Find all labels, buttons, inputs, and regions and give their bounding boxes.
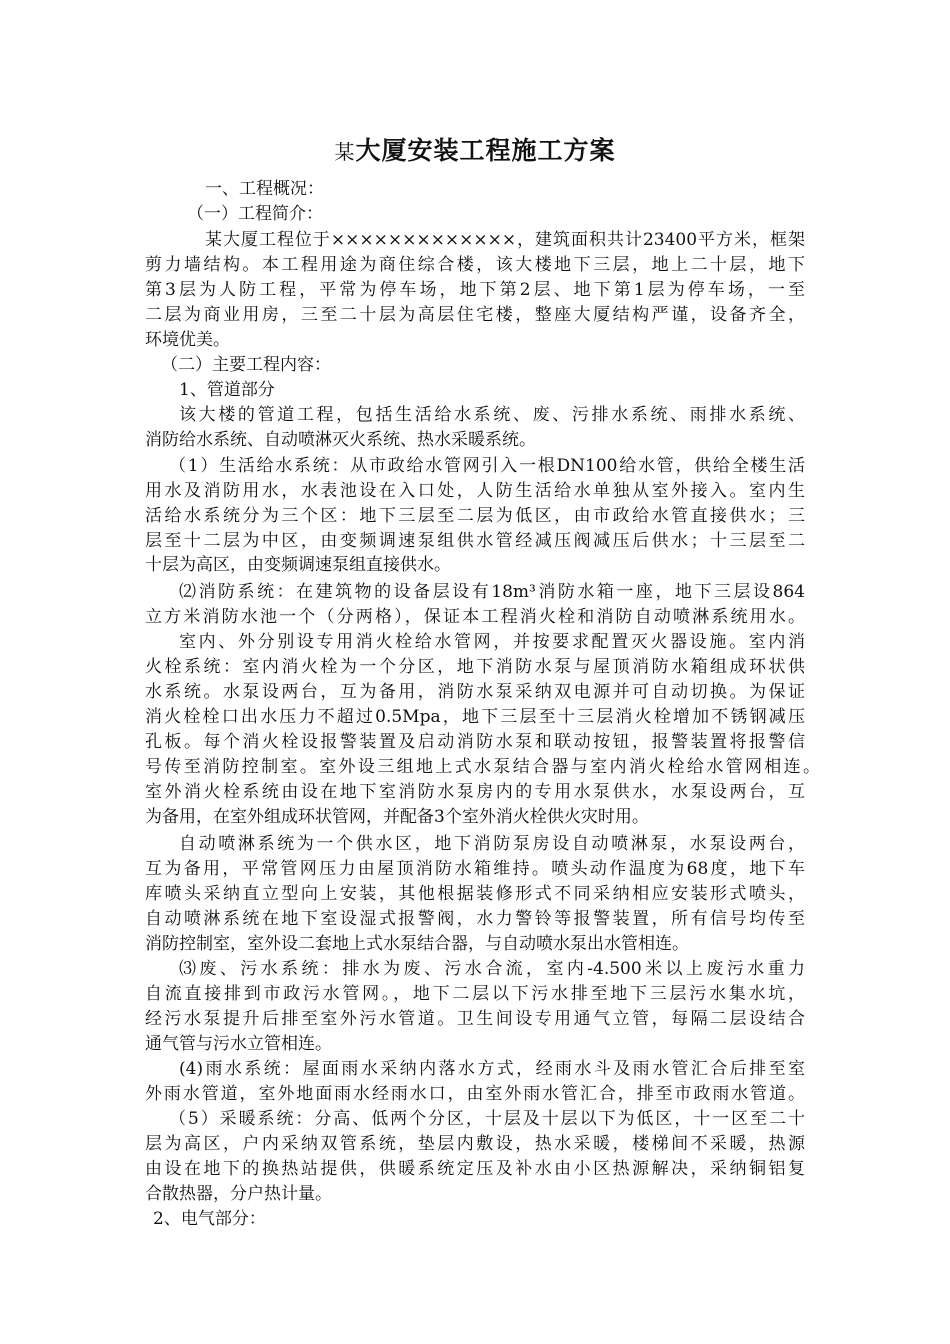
paragraph-line: 十层为高区，由变频调速泵组直接供水。 — [145, 555, 451, 575]
paragraph-line: 通气管与污水立管相连。 — [145, 1034, 332, 1054]
paragraph-line: 外雨水管道，室外地面雨水经雨水口，由室外雨水管汇合，排至市政雨水管道。 — [145, 1084, 805, 1104]
paragraph-line: 该大楼的管道工程，包括生活给水系统、废、污排水系统、雨排水系统、 — [179, 405, 805, 425]
paragraph-line: 孔板。每个消火栓设报警装置及启动消防水泵和联动按钮，报警装置将报警信 — [145, 732, 805, 752]
paragraph-line: 室外消火栓系统由设在地下室消防水泵房内的专用水泵供水，水泵设两台，互 — [145, 782, 805, 802]
paragraph-line: 用水及消防用水，水表池设在入口处，人防生活给水单独从室外接入。室内生 — [145, 481, 805, 501]
paragraph-line: 经污水泵提升后排至室外污水管道。卫生间设专用通气立管，每隔二层设结合 — [145, 1009, 805, 1029]
paragraph-line: 剪力墙结构。本工程用途为商住综合楼，该大楼地下三层，地上二十层，地下 — [145, 255, 805, 275]
paragraph-line: （1）生活给水系统：从市政给水管网引入一根DN100给水管，供给全楼生活 — [169, 456, 805, 476]
paragraph-line: 层至十二层为中区，由变频调速泵组供水管经减压阀减压后供水；十三层至二 — [145, 531, 805, 551]
paragraph-line: 水系统。水泵设两台，互为备用，消防水泵采纳双电源并可自动切换。为保证 — [145, 682, 805, 702]
paragraph-line: 某大厦工程位于×××××××××××××，建筑面积共计23400平方米，框架 — [205, 230, 805, 250]
subheading-main-content: （二）主要工程内容： — [161, 355, 331, 375]
subheading-project-intro: （一）工程简介： — [187, 204, 323, 224]
paragraph-line: ⑵消防系统：在建筑物的设备层设有18m³消防水箱一座，地下三层设864 — [179, 582, 805, 602]
paragraph-line: 消防控制室，室外设二套地上式水泵结合器，与自动喷水泵出水管相连。 — [145, 934, 689, 954]
paragraph-line: 库喷头采纳直立型向上安装，其他根据装修形式不同采纳相应安装形式喷头， — [145, 884, 805, 904]
document-title — [0, 134, 950, 169]
paragraph-line: 合散热器，分户热计量。 — [145, 1184, 332, 1204]
paragraph-line: 立方米消防水池一个（分两格），保证本工程消火栓和消防自动喷淋系统用水。 — [145, 607, 805, 627]
paragraph-line: 火栓系统：室内消火栓为一个分区，地下消防水泵与屋顶消防水箱组成环状供 — [145, 657, 805, 677]
paragraph-line: 为备用，在室外组成环状管网，并配备3个室外消火栓供火灾时用。 — [145, 807, 649, 827]
paragraph-line: ⑶废、污水系统：排水为废、污水合流，室内-4.500米以上废污水重力 — [179, 959, 805, 979]
paragraph-line: 消防给水系统、自动喷淋灭火系统、热水采暖系统。 — [145, 430, 536, 450]
paragraph-line: 自动喷淋系统为一个供水区，地下消防泵房设自动喷淋泵，水泵设两台， — [179, 834, 805, 854]
paragraph-line: 互为备用，平常管网压力由屋顶消防水箱维持。喷头动作温度为68度，地下车 — [145, 859, 805, 879]
paragraph-line: 层为高区，户内采纳双管系统，垫层内敷设，热水采暖，楼梯间不采暖，热源 — [145, 1134, 805, 1154]
paragraph-line: 号传至消防控制室。室外设三组地上式水泵结合器与室内消火栓给水管网相连。 — [145, 757, 820, 777]
paragraph-line: 二层为商业用房，三至二十层为高层住宅楼，整座大厦结构严谨，设备齐全， — [145, 305, 805, 325]
section-heading-piping: 1、管道部分 — [179, 380, 275, 400]
paragraph-line: 环境优美。 — [145, 330, 230, 350]
paragraph-line: 活给水系统分为三个区：地下三层至二层为低区，由市政给水管直接供水；三 — [145, 506, 805, 526]
paragraph-line: (4)雨水系统：屋面雨水采纳内落水方式，经雨水斗及雨水管汇合后排至室 — [179, 1059, 805, 1079]
title-prefix: 某 — [334, 140, 356, 164]
section-heading-electrical: 2、电气部分： — [153, 1209, 266, 1229]
heading-project-overview: 一、工程概况： — [205, 179, 324, 199]
paragraph-line: 由设在地下的换热站提供，供暖系统定压及补水由小区热源解决，采纳铜铝复 — [145, 1159, 805, 1179]
paragraph-line: 自流直接排到市政污水管网。，地下二层以下污水排至地下三层污水集水坑， — [145, 984, 805, 1004]
title-main: 大厦安装工程施工方案 — [355, 136, 616, 165]
paragraph-line: 消火栓栓口出水压力不超过0.5Mpa，地下三层至十三层消火栓增加不锈钢减压 — [145, 707, 805, 727]
paragraph-line: 第3层为人防工程，平常为停车场，地下第2层、地下第1层为停车场，一至 — [145, 280, 805, 300]
paragraph-line: 自动喷淋系统在地下室设湿式报警阀，水力警铃等报警装置，所有信号均传至 — [145, 909, 805, 929]
paragraph-line: 室内、外分别设专用消火栓给水管网，并按要求配置灭火器设施。室内消 — [179, 632, 805, 652]
paragraph-line: （5）采暖系统：分高、低两个分区，十层及十层以下为低区，十一区至二十 — [169, 1109, 805, 1129]
